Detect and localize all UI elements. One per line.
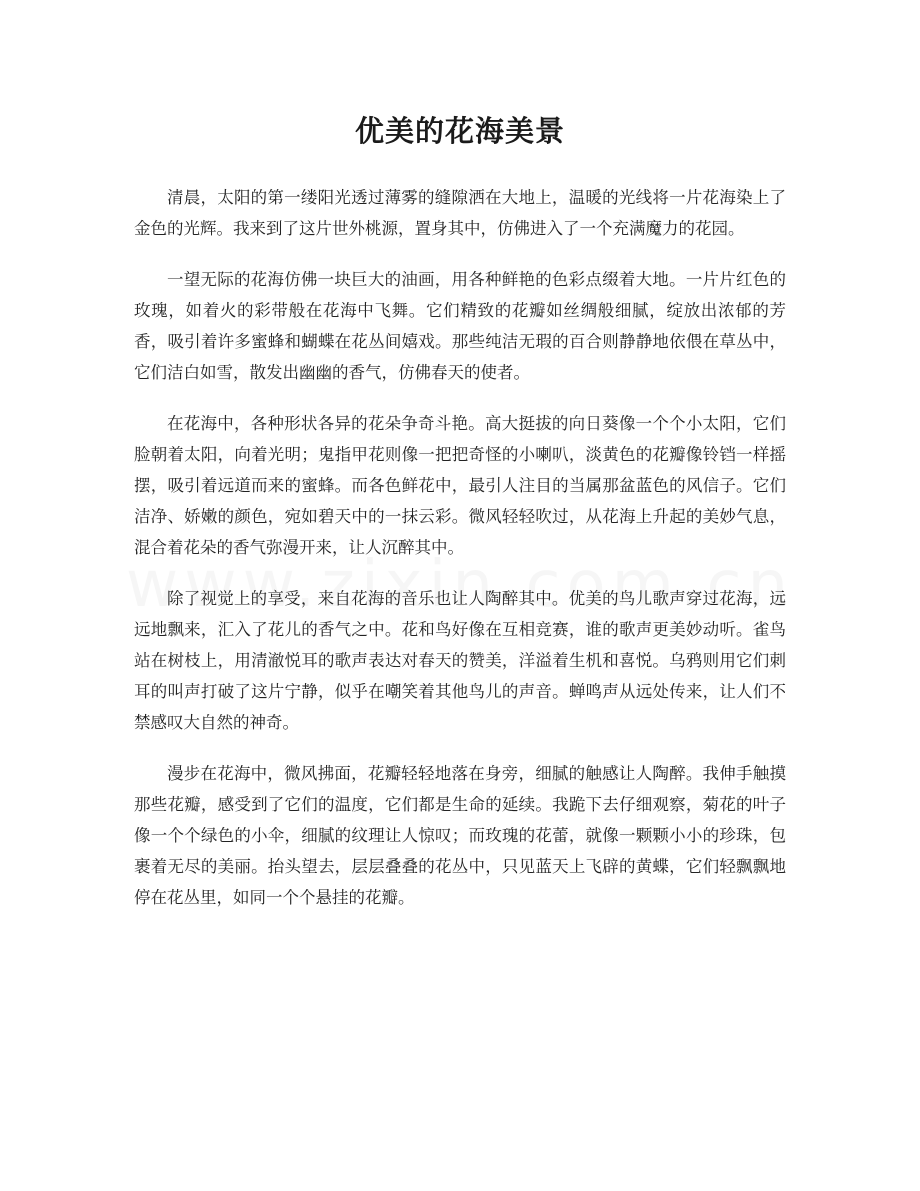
page-title: 优美的花海美景: [354, 114, 565, 148]
article-body: [134, 182, 786, 933]
paragraph-4: 除了视觉上的享受，来自花海的音乐也让人陶醉其中。优美的鸟儿歌声穿过花海，远远地飘来，汇入了花儿的香气之中。花和鸟好像在互相竞赛，谁的歌声更美妙动听。雀鸟站在树枝上，用清澈悦耳的歌声表达对春天的赞美，洋溢着生机和喜悦。乌鸦则用它们刺耳的叫声打破了这片宁静，似乎在嘲笑着其他鸟儿的声音。蝉鸣声从远处传来，让人们不禁感叹大自然的神奇。: [134, 589, 786, 732]
paragraph-5: 漫步在花海中，微风拂面，花瓣轻轻地落在身旁，细腻的触感让人陶醉。我伸手触摸那些花瓣，感受到了它们的温度，它们都是生命的延续。我跪下去仔细观察，菊花的叶子像一个个绿色的小伞，细腻的纹理让人惊叹；而玫瑰的花蕾，就像一颗颗小小的珍珠，包裹着无尽的美丽。抬头望去，层层叠叠的花丛中，只见蓝天上飞辟的黄蝶，它们轻飘飘地停在花丛里，如同一个个悬挂的花瓣。: [134, 764, 786, 907]
paragraph-3: 在花海中，各种形状各异的花朵争奇斗艳。高大挺拔的向日葵像一个个小太阳，它们脸朝着太阳，向着光明；鬼指甲花则像一把把奇怪的小喇叭，淡黄色的花瓣像铃铛一样摇摆，吸引着远道而来的蜜蜂。而各色鲜花中，最引人注目的当属那盆蓝色的风信子。它们洁净、娇嫩的颜色，宛如碧天中的一抹云彩。微风轻轻吹过，从花海上升起的美妙气息，混合着花朵的香气弥漫开来，让人沉醉其中。: [134, 414, 786, 557]
paragraph-2: 一望无际的花海仿佛一块巨大的油画，用各种鲜艳的色彩点缀着大地。一片片红色的玫瑰，如着火的彩带般在花海中飞舞。它们精致的花瓣如丝绸般细腻，绽放出浓郁的芳香，吸引着许多蜜蜂和蝴蝶在花丛间嬉戏。那些纯洁无瑕的百合则静静地依偎在草丛中，它们洁白如雪，散发出幽幽的香气，仿佛春天的使者。: [134, 270, 786, 382]
paragraph-1: 清晨，太阳的第一缕阳光透过薄雾的缝隙洒在大地上，温暖的光线将一片花海染上了金色的光辉。我来到了这片世外桃源，置身其中，仿佛进入了一个充满魔力的花园。: [134, 188, 786, 238]
